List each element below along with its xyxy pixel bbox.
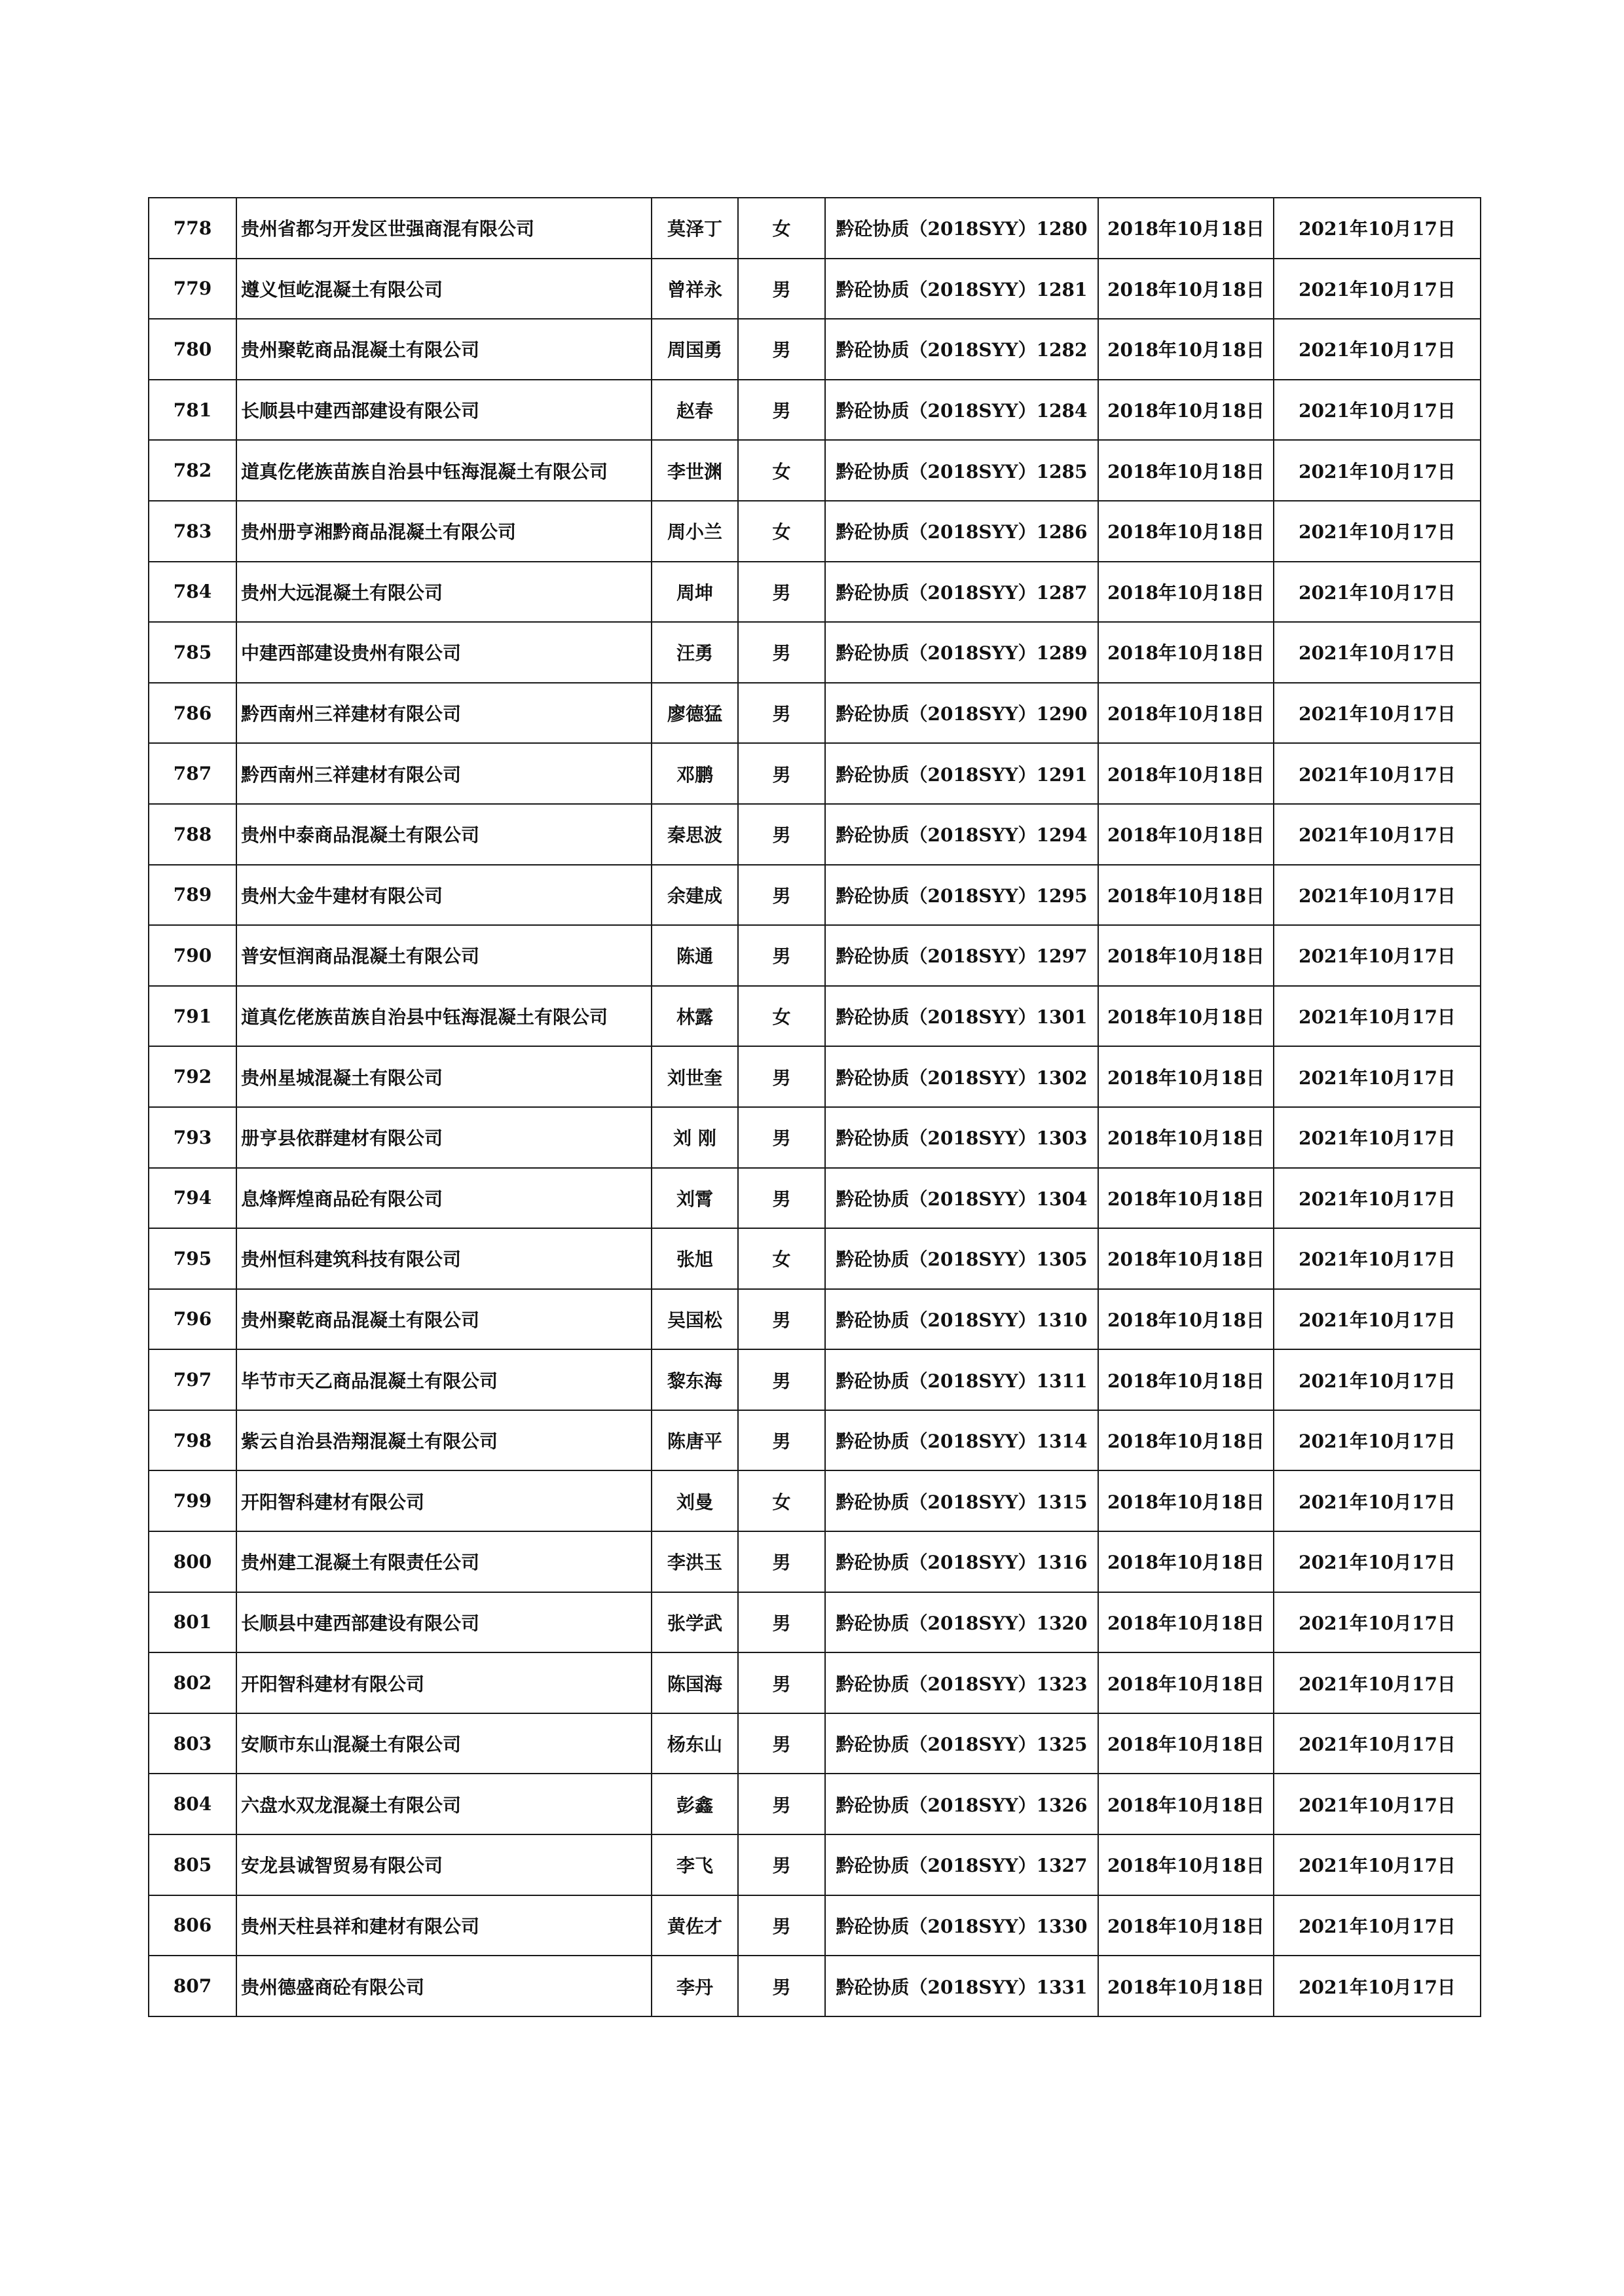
cell-gender: 男 <box>738 319 825 380</box>
cell-issue-date: 2018年10月18日 <box>1098 440 1274 501</box>
cell-issue-date: 2018年10月18日 <box>1098 1046 1274 1107</box>
cell-certificate-number: 黔砼协质（2018SYY）1297 <box>825 925 1098 986</box>
cell-certificate-number: 黔砼协质（2018SYY）1326 <box>825 1774 1098 1834</box>
cell-expiry-date: 2021年10月17日 <box>1274 1956 1481 2016</box>
cell-gender: 男 <box>738 1107 825 1168</box>
cell-certificate-number: 黔砼协质（2018SYY）1291 <box>825 743 1098 804</box>
cell-issue-date: 2018年10月18日 <box>1098 259 1274 319</box>
cell-certificate-number: 黔砼协质（2018SYY）1304 <box>825 1168 1098 1229</box>
table-row <box>149 986 1481 1047</box>
cell-gender: 男 <box>738 804 825 865</box>
cell-serial-number: 807 <box>149 1956 236 2016</box>
cell-serial-number: 798 <box>149 1410 236 1471</box>
cell-serial-number: 785 <box>149 622 236 683</box>
cell-serial-number: 792 <box>149 1046 236 1107</box>
cell-gender: 女 <box>738 1228 825 1289</box>
cell-expiry-date: 2021年10月17日 <box>1274 501 1481 562</box>
cell-serial-number: 794 <box>149 1168 236 1229</box>
cell-company: 六盘水双龙混凝土有限公司 <box>236 1774 652 1834</box>
cell-gender: 女 <box>738 501 825 562</box>
cell-issue-date: 2018年10月18日 <box>1098 1289 1274 1350</box>
table-row <box>149 1956 1481 2016</box>
cell-gender: 男 <box>738 1652 825 1713</box>
cell-serial-number: 800 <box>149 1531 236 1592</box>
table-row <box>149 622 1481 683</box>
cell-certificate-number: 黔砼协质（2018SYY）1323 <box>825 1652 1098 1713</box>
cell-expiry-date: 2021年10月17日 <box>1274 1289 1481 1350</box>
cell-expiry-date: 2021年10月17日 <box>1274 1713 1481 1774</box>
table-row <box>149 1168 1481 1229</box>
cell-certificate-number: 黔砼协质（2018SYY）1330 <box>825 1895 1098 1956</box>
cell-company: 贵州册亨湘黔商品混凝土有限公司 <box>236 501 652 562</box>
cell-serial-number: 786 <box>149 683 236 744</box>
cell-person-name: 李飞 <box>652 1834 738 1895</box>
cell-certificate-number: 黔砼协质（2018SYY）1295 <box>825 865 1098 926</box>
cell-company: 道真仡佬族苗族自治县中钰海混凝土有限公司 <box>236 986 652 1047</box>
cell-gender: 男 <box>738 1774 825 1834</box>
table-row <box>149 1289 1481 1350</box>
cell-expiry-date: 2021年10月17日 <box>1274 743 1481 804</box>
cell-gender: 女 <box>738 1470 825 1531</box>
cell-person-name: 张旭 <box>652 1228 738 1289</box>
cell-gender: 男 <box>738 562 825 623</box>
cell-certificate-number: 黔砼协质（2018SYY）1311 <box>825 1349 1098 1410</box>
cell-serial-number: 793 <box>149 1107 236 1168</box>
table-row <box>149 1410 1481 1471</box>
cell-expiry-date: 2021年10月17日 <box>1274 804 1481 865</box>
cell-issue-date: 2018年10月18日 <box>1098 1895 1274 1956</box>
cell-gender: 男 <box>738 1713 825 1774</box>
table-row <box>149 1895 1481 1956</box>
cell-serial-number: 795 <box>149 1228 236 1289</box>
cell-serial-number: 789 <box>149 865 236 926</box>
cell-company: 黔西南州三祥建材有限公司 <box>236 743 652 804</box>
table-row <box>149 1349 1481 1410</box>
cell-certificate-number: 黔砼协质（2018SYY）1327 <box>825 1834 1098 1895</box>
table-row <box>149 804 1481 865</box>
cell-gender: 男 <box>738 1046 825 1107</box>
cell-company: 贵州恒科建筑科技有限公司 <box>236 1228 652 1289</box>
cell-company: 贵州中泰商品混凝土有限公司 <box>236 804 652 865</box>
cell-person-name: 彭鑫 <box>652 1774 738 1834</box>
cell-person-name: 黄佐才 <box>652 1895 738 1956</box>
cell-expiry-date: 2021年10月17日 <box>1274 1228 1481 1289</box>
cell-gender: 女 <box>738 198 825 259</box>
cell-issue-date: 2018年10月18日 <box>1098 562 1274 623</box>
cell-certificate-number: 黔砼协质（2018SYY）1320 <box>825 1592 1098 1653</box>
cell-serial-number: 805 <box>149 1834 236 1895</box>
cell-person-name: 汪勇 <box>652 622 738 683</box>
cell-issue-date: 2018年10月18日 <box>1098 319 1274 380</box>
cell-issue-date: 2018年10月18日 <box>1098 986 1274 1047</box>
cell-serial-number: 791 <box>149 986 236 1047</box>
cell-certificate-number: 黔砼协质（2018SYY）1284 <box>825 380 1098 441</box>
cell-company: 贵州大远混凝土有限公司 <box>236 562 652 623</box>
cell-expiry-date: 2021年10月17日 <box>1274 1349 1481 1410</box>
cell-gender: 男 <box>738 1349 825 1410</box>
cell-company: 贵州德盛商砼有限公司 <box>236 1956 652 2016</box>
cell-issue-date: 2018年10月18日 <box>1098 1107 1274 1168</box>
cell-person-name: 周小兰 <box>652 501 738 562</box>
cell-gender: 男 <box>738 1834 825 1895</box>
table-row <box>149 1531 1481 1592</box>
cell-certificate-number: 黔砼协质（2018SYY）1294 <box>825 804 1098 865</box>
cell-person-name: 杨东山 <box>652 1713 738 1774</box>
cell-expiry-date: 2021年10月17日 <box>1274 1652 1481 1713</box>
table-row <box>149 1046 1481 1107</box>
cell-expiry-date: 2021年10月17日 <box>1274 986 1481 1047</box>
cell-certificate-number: 黔砼协质（2018SYY）1281 <box>825 259 1098 319</box>
cell-company: 开阳智科建材有限公司 <box>236 1470 652 1531</box>
cell-serial-number: 779 <box>149 259 236 319</box>
cell-certificate-number: 黔砼协质（2018SYY）1301 <box>825 986 1098 1047</box>
cell-expiry-date: 2021年10月17日 <box>1274 1107 1481 1168</box>
cell-serial-number: 806 <box>149 1895 236 1956</box>
cell-expiry-date: 2021年10月17日 <box>1274 1895 1481 1956</box>
cell-company: 开阳智科建材有限公司 <box>236 1652 652 1713</box>
cell-issue-date: 2018年10月18日 <box>1098 865 1274 926</box>
cell-person-name: 莫泽丁 <box>652 198 738 259</box>
cell-person-name: 赵春 <box>652 380 738 441</box>
table-body <box>149 198 1481 2016</box>
cell-person-name: 周国勇 <box>652 319 738 380</box>
cell-person-name: 林露 <box>652 986 738 1047</box>
cell-person-name: 陈唐平 <box>652 1410 738 1471</box>
cell-company: 紫云自治县浩翔混凝土有限公司 <box>236 1410 652 1471</box>
cell-expiry-date: 2021年10月17日 <box>1274 1774 1481 1834</box>
cell-gender: 男 <box>738 743 825 804</box>
cell-expiry-date: 2021年10月17日 <box>1274 380 1481 441</box>
cell-person-name: 张学武 <box>652 1592 738 1653</box>
table-row <box>149 1652 1481 1713</box>
cell-serial-number: 802 <box>149 1652 236 1713</box>
cell-certificate-number: 黔砼协质（2018SYY）1282 <box>825 319 1098 380</box>
cell-company: 道真仡佬族苗族自治县中钰海混凝土有限公司 <box>236 440 652 501</box>
table-row <box>149 1470 1481 1531</box>
cell-issue-date: 2018年10月18日 <box>1098 1410 1274 1471</box>
cell-issue-date: 2018年10月18日 <box>1098 380 1274 441</box>
cell-company: 中建西部建设贵州有限公司 <box>236 622 652 683</box>
cell-serial-number: 790 <box>149 925 236 986</box>
cell-issue-date: 2018年10月18日 <box>1098 925 1274 986</box>
cell-certificate-number: 黔砼协质（2018SYY）1325 <box>825 1713 1098 1774</box>
cell-issue-date: 2018年10月18日 <box>1098 804 1274 865</box>
cell-company: 贵州大金牛建材有限公司 <box>236 865 652 926</box>
cell-serial-number: 783 <box>149 501 236 562</box>
cell-company: 黔西南州三祥建材有限公司 <box>236 683 652 744</box>
cell-certificate-number: 黔砼协质（2018SYY）1305 <box>825 1228 1098 1289</box>
cell-issue-date: 2018年10月18日 <box>1098 198 1274 259</box>
cell-serial-number: 778 <box>149 198 236 259</box>
cell-serial-number: 797 <box>149 1349 236 1410</box>
cell-serial-number: 780 <box>149 319 236 380</box>
cell-gender: 男 <box>738 1592 825 1653</box>
cell-gender: 女 <box>738 986 825 1047</box>
cell-person-name: 廖德猛 <box>652 683 738 744</box>
cell-serial-number: 781 <box>149 380 236 441</box>
cell-company: 贵州天柱县祥和建材有限公司 <box>236 1895 652 1956</box>
cell-expiry-date: 2021年10月17日 <box>1274 440 1481 501</box>
cell-company: 息烽辉煌商品砼有限公司 <box>236 1168 652 1229</box>
cell-serial-number: 782 <box>149 440 236 501</box>
cell-gender: 男 <box>738 683 825 744</box>
cell-company: 贵州聚乾商品混凝土有限公司 <box>236 1289 652 1350</box>
cell-issue-date: 2018年10月18日 <box>1098 1349 1274 1410</box>
table-row <box>149 925 1481 986</box>
cell-person-name: 陈通 <box>652 925 738 986</box>
cell-person-name: 秦思波 <box>652 804 738 865</box>
cell-gender: 男 <box>738 1531 825 1592</box>
cell-company: 安顺市东山混凝土有限公司 <box>236 1713 652 1774</box>
cell-company: 毕节市天乙商品混凝土有限公司 <box>236 1349 652 1410</box>
cell-gender: 男 <box>738 259 825 319</box>
cell-certificate-number: 黔砼协质（2018SYY）1331 <box>825 1956 1098 2016</box>
cell-issue-date: 2018年10月18日 <box>1098 1652 1274 1713</box>
cell-company: 贵州星城混凝土有限公司 <box>236 1046 652 1107</box>
table-row <box>149 440 1481 501</box>
cell-company: 普安恒润商品混凝土有限公司 <box>236 925 652 986</box>
cell-expiry-date: 2021年10月17日 <box>1274 683 1481 744</box>
cell-expiry-date: 2021年10月17日 <box>1274 1046 1481 1107</box>
table-row <box>149 380 1481 441</box>
table-row <box>149 1228 1481 1289</box>
table-row <box>149 562 1481 623</box>
cell-company: 长顺县中建西部建设有限公司 <box>236 1592 652 1653</box>
cell-person-name: 刘 刚 <box>652 1107 738 1168</box>
cell-person-name: 李世渊 <box>652 440 738 501</box>
cell-serial-number: 784 <box>149 562 236 623</box>
table-row <box>149 743 1481 804</box>
cell-company: 贵州建工混凝土有限责任公司 <box>236 1531 652 1592</box>
cell-expiry-date: 2021年10月17日 <box>1274 1592 1481 1653</box>
cell-expiry-date: 2021年10月17日 <box>1274 865 1481 926</box>
cell-company: 长顺县中建西部建设有限公司 <box>236 380 652 441</box>
table-row <box>149 198 1481 259</box>
cell-gender: 男 <box>738 865 825 926</box>
cell-expiry-date: 2021年10月17日 <box>1274 1834 1481 1895</box>
cell-issue-date: 2018年10月18日 <box>1098 1470 1274 1531</box>
cell-gender: 男 <box>738 1289 825 1350</box>
cell-expiry-date: 2021年10月17日 <box>1274 925 1481 986</box>
table-row <box>149 501 1481 562</box>
cell-issue-date: 2018年10月18日 <box>1098 501 1274 562</box>
table-row <box>149 259 1481 319</box>
certificate-table <box>148 197 1481 2017</box>
cell-gender: 男 <box>738 1956 825 2016</box>
table-row <box>149 319 1481 380</box>
cell-gender: 男 <box>738 622 825 683</box>
cell-gender: 男 <box>738 1168 825 1229</box>
cell-gender: 男 <box>738 1895 825 1956</box>
cell-person-name: 刘世奎 <box>652 1046 738 1107</box>
cell-person-name: 刘曼 <box>652 1470 738 1531</box>
cell-expiry-date: 2021年10月17日 <box>1274 259 1481 319</box>
cell-person-name: 周坤 <box>652 562 738 623</box>
cell-certificate-number: 黔砼协质（2018SYY）1285 <box>825 440 1098 501</box>
cell-issue-date: 2018年10月18日 <box>1098 1774 1274 1834</box>
cell-issue-date: 2018年10月18日 <box>1098 1228 1274 1289</box>
cell-issue-date: 2018年10月18日 <box>1098 683 1274 744</box>
table-row <box>149 1107 1481 1168</box>
cell-certificate-number: 黔砼协质（2018SYY）1290 <box>825 683 1098 744</box>
table-row <box>149 1592 1481 1653</box>
cell-gender: 女 <box>738 440 825 501</box>
cell-certificate-number: 黔砼协质（2018SYY）1315 <box>825 1470 1098 1531</box>
cell-expiry-date: 2021年10月17日 <box>1274 1531 1481 1592</box>
cell-person-name: 刘霄 <box>652 1168 738 1229</box>
cell-expiry-date: 2021年10月17日 <box>1274 1410 1481 1471</box>
cell-certificate-number: 黔砼协质（2018SYY）1316 <box>825 1531 1098 1592</box>
cell-certificate-number: 黔砼协质（2018SYY）1286 <box>825 501 1098 562</box>
cell-person-name: 曾祥永 <box>652 259 738 319</box>
cell-certificate-number: 黔砼协质（2018SYY）1289 <box>825 622 1098 683</box>
cell-company: 册亨县依群建材有限公司 <box>236 1107 652 1168</box>
cell-person-name: 吴国松 <box>652 1289 738 1350</box>
cell-person-name: 李洪玉 <box>652 1531 738 1592</box>
cell-issue-date: 2018年10月18日 <box>1098 622 1274 683</box>
table-row <box>149 1834 1481 1895</box>
cell-certificate-number: 黔砼协质（2018SYY）1287 <box>825 562 1098 623</box>
cell-gender: 男 <box>738 925 825 986</box>
cell-issue-date: 2018年10月18日 <box>1098 1531 1274 1592</box>
cell-issue-date: 2018年10月18日 <box>1098 1168 1274 1229</box>
cell-company: 安龙县诚智贸易有限公司 <box>236 1834 652 1895</box>
cell-serial-number: 801 <box>149 1592 236 1653</box>
cell-expiry-date: 2021年10月17日 <box>1274 198 1481 259</box>
table-row <box>149 865 1481 926</box>
cell-expiry-date: 2021年10月17日 <box>1274 1168 1481 1229</box>
cell-issue-date: 2018年10月18日 <box>1098 1592 1274 1653</box>
cell-issue-date: 2018年10月18日 <box>1098 1956 1274 2016</box>
cell-expiry-date: 2021年10月17日 <box>1274 562 1481 623</box>
table-row <box>149 1713 1481 1774</box>
cell-issue-date: 2018年10月18日 <box>1098 1834 1274 1895</box>
cell-expiry-date: 2021年10月17日 <box>1274 319 1481 380</box>
cell-company: 贵州省都匀开发区世强商混有限公司 <box>236 198 652 259</box>
cell-person-name: 邓鹏 <box>652 743 738 804</box>
cell-company: 贵州聚乾商品混凝土有限公司 <box>236 319 652 380</box>
cell-certificate-number: 黔砼协质（2018SYY）1302 <box>825 1046 1098 1107</box>
cell-gender: 男 <box>738 380 825 441</box>
cell-serial-number: 788 <box>149 804 236 865</box>
cell-issue-date: 2018年10月18日 <box>1098 1713 1274 1774</box>
cell-issue-date: 2018年10月18日 <box>1098 743 1274 804</box>
table-row <box>149 1774 1481 1834</box>
cell-expiry-date: 2021年10月17日 <box>1274 1470 1481 1531</box>
cell-person-name: 陈国海 <box>652 1652 738 1713</box>
cell-person-name: 余建成 <box>652 865 738 926</box>
cell-certificate-number: 黔砼协质（2018SYY）1314 <box>825 1410 1098 1471</box>
cell-expiry-date: 2021年10月17日 <box>1274 622 1481 683</box>
cell-serial-number: 799 <box>149 1470 236 1531</box>
cell-person-name: 李丹 <box>652 1956 738 2016</box>
cell-serial-number: 804 <box>149 1774 236 1834</box>
cell-person-name: 黎东海 <box>652 1349 738 1410</box>
cell-serial-number: 803 <box>149 1713 236 1774</box>
cell-certificate-number: 黔砼协质（2018SYY）1280 <box>825 198 1098 259</box>
cell-certificate-number: 黔砼协质（2018SYY）1303 <box>825 1107 1098 1168</box>
table-row <box>149 683 1481 744</box>
cell-certificate-number: 黔砼协质（2018SYY）1310 <box>825 1289 1098 1350</box>
cell-company: 遵义恒屹混凝土有限公司 <box>236 259 652 319</box>
cell-serial-number: 787 <box>149 743 236 804</box>
cell-gender: 男 <box>738 1410 825 1471</box>
cell-serial-number: 796 <box>149 1289 236 1350</box>
